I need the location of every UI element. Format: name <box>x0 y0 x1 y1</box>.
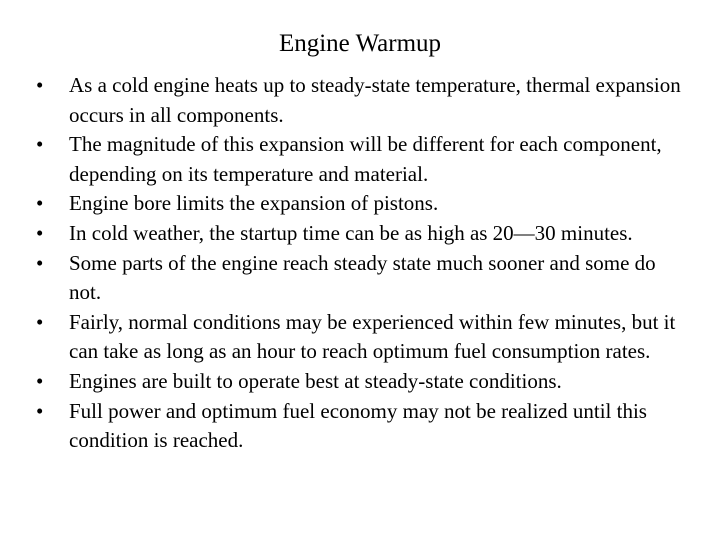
bullet-item <box>36 367 686 397</box>
bullet-dot-icon: • <box>36 250 44 275</box>
bullet-dot-icon: • <box>36 309 44 334</box>
bullet-text: Fairly, normal conditions may be experienced within few minutes, but it can take as long as an hour to reach optimum fuel consumption rates. <box>69 309 676 364</box>
bullet-dot-icon: • <box>36 73 44 97</box>
bullet-item <box>36 130 686 189</box>
bullet-text: Engines are built to operate best at steady-state conditions. <box>69 368 562 393</box>
bullet-item <box>36 219 686 249</box>
bullet-item <box>36 71 686 130</box>
bullet-text: The magnitude of this expansion will be different for each component, depending on its temperature and material. <box>69 132 662 186</box>
bullet-dot-icon: • <box>36 132 44 157</box>
bullet-text: Full power and optimum fuel economy may not be realized until this condition is reached. <box>69 398 647 453</box>
bullet-dot-icon: • <box>36 398 44 423</box>
bullet-list <box>36 71 686 456</box>
bullet-item <box>36 249 686 308</box>
bullet-item <box>36 189 686 219</box>
bullet-text: In cold weather, the startup time can be as high as 20—30 minutes. <box>69 220 633 245</box>
bullet-dot-icon: • <box>36 191 44 216</box>
bullet-text: As a cold engine heats up to steady-state temperature, thermal expansion occurs in all components. <box>69 73 681 127</box>
bullet-item <box>36 397 686 456</box>
bullet-text: Engine bore limits the expansion of pistons. <box>69 191 439 216</box>
bullet-text: Some parts of the engine reach steady state much sooner and some do not. <box>69 250 656 305</box>
slide-title: Engine Warmup <box>278 30 442 57</box>
bullet-dot-icon: • <box>36 368 44 393</box>
bullet-item <box>36 308 686 367</box>
bullet-dot-icon: • <box>36 220 44 245</box>
